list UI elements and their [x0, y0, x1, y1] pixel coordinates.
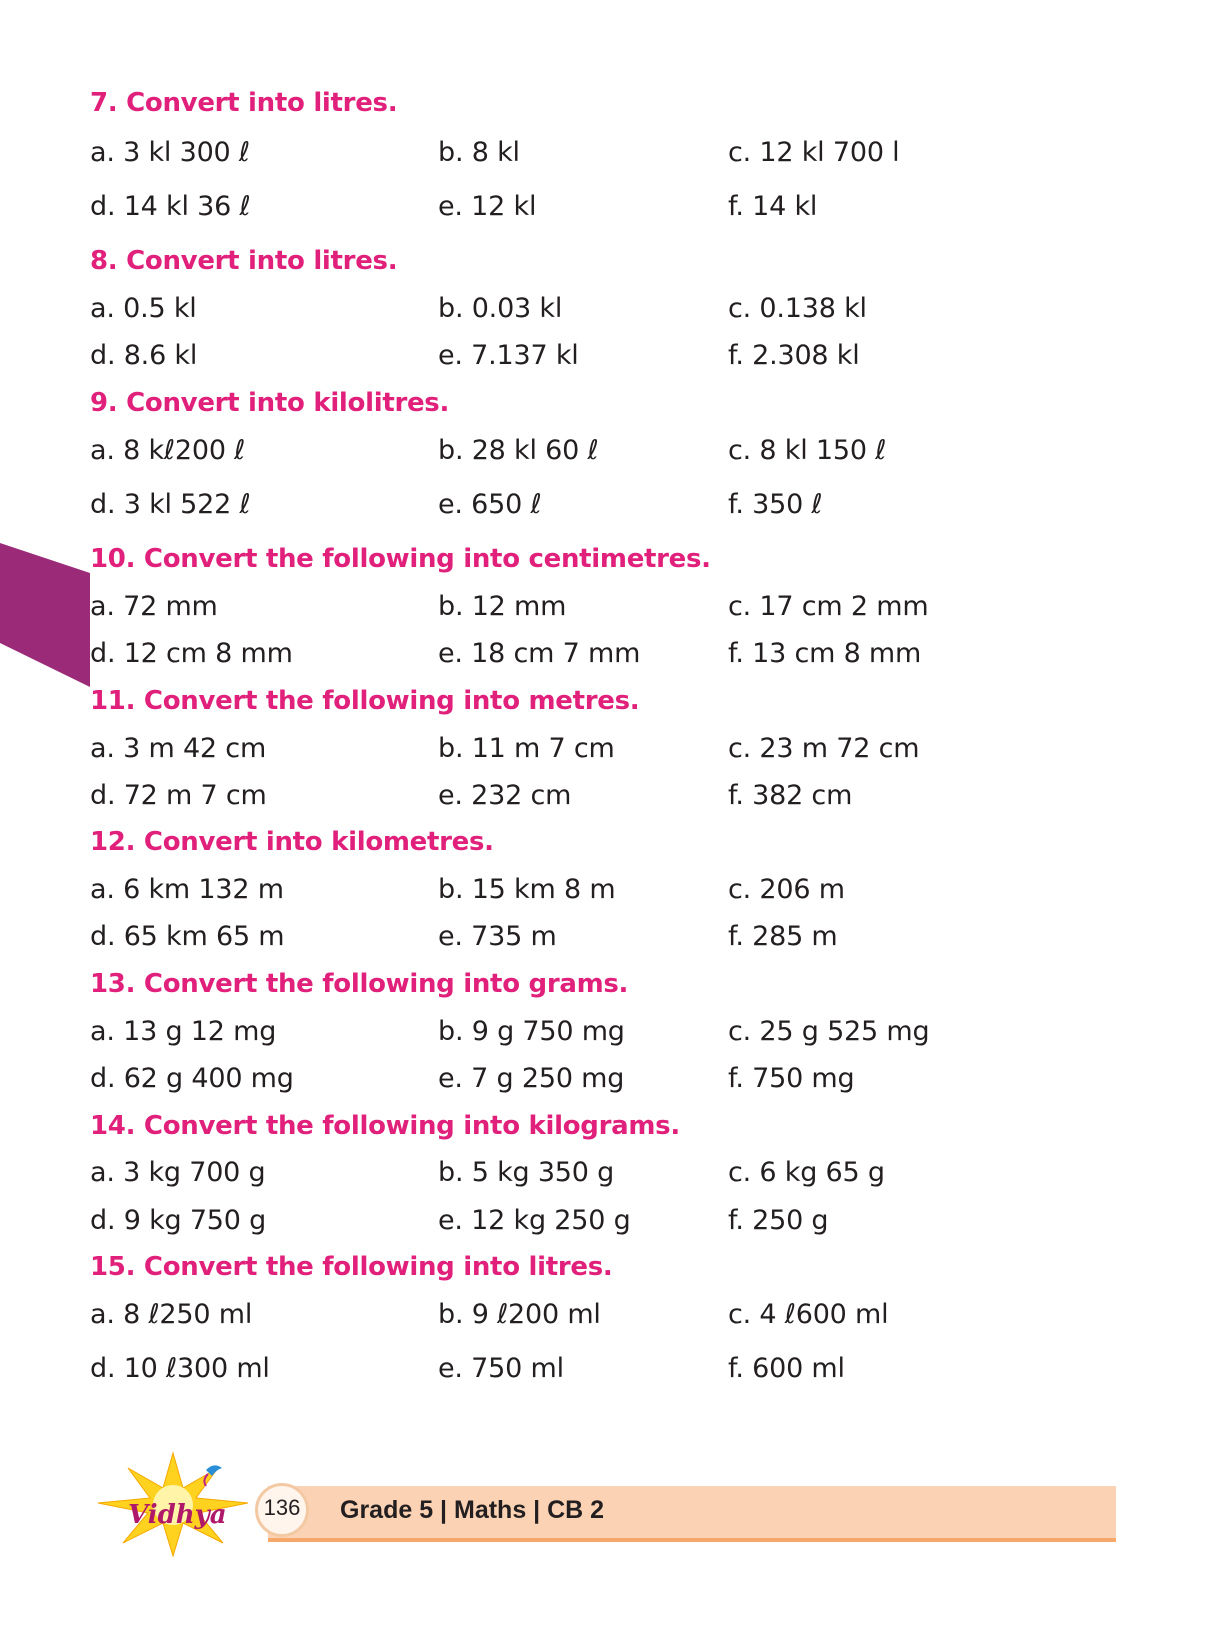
question-13-title: 13. Convert the following into grams.	[90, 969, 629, 999]
question-8-row-1	[0, 293, 1223, 329]
question-8-item-c: c. 0.138 kl	[728, 293, 867, 324]
question-13-item-e: e. 7 g 250 mg	[438, 1063, 625, 1094]
question-15-item-f: f. 600 ml	[728, 1353, 845, 1384]
question-9-item-e: e. 650 ℓ	[438, 489, 542, 520]
question-9-row-2	[0, 489, 1223, 525]
question-7-item-b: b. 8 kl	[438, 137, 520, 168]
question-10-item-d: d. 12 cm 8 mm	[90, 638, 293, 669]
question-10-item-a: a. 72 mm	[90, 591, 218, 622]
question-12-item-b: b. 15 km 8 m	[438, 874, 616, 905]
question-15-row-1	[0, 1299, 1223, 1335]
question-8-item-a: a. 0.5 kl	[90, 293, 197, 324]
question-13-item-b: b. 9 g 750 mg	[438, 1016, 625, 1047]
question-13-row-2	[0, 1063, 1223, 1099]
question-12-item-a: a. 6 km 132 m	[90, 874, 284, 905]
question-9-item-f: f. 350 ℓ	[728, 489, 823, 520]
book-label: Grade 5 | Maths | CB 2	[340, 1496, 605, 1524]
question-12-row-1	[0, 874, 1223, 910]
question-15-row-2	[0, 1353, 1223, 1389]
question-9-item-b: b. 28 kl 60 ℓ	[438, 435, 599, 466]
question-9-title: 9. Convert into kilolitres.	[90, 388, 450, 418]
question-9-item-a: a. 8 kℓ200 ℓ	[90, 435, 246, 466]
question-13-item-c: c. 25 g 525 mg	[728, 1016, 930, 1047]
question-7-item-f: f. 14 kl	[728, 191, 818, 222]
question-11-item-c: c. 23 m 72 cm	[728, 733, 920, 764]
question-15-item-b: b. 9 ℓ200 ml	[438, 1299, 601, 1330]
question-12-row-2	[0, 921, 1223, 957]
question-14-item-b: b. 5 kg 350 g	[438, 1157, 615, 1188]
question-14-item-a: a. 3 kg 700 g	[90, 1157, 266, 1188]
question-14-item-e: e. 12 kg 250 g	[438, 1205, 631, 1236]
question-12-title: 12. Convert into kilometres.	[90, 827, 494, 857]
question-12-item-c: c. 206 m	[728, 874, 845, 905]
question-9-item-c: c. 8 kl 150 ℓ	[728, 435, 887, 466]
question-8-item-e: e. 7.137 kl	[438, 340, 579, 371]
question-11-item-e: e. 232 cm	[438, 780, 572, 811]
question-10-title: 10. Convert the following into centimetres.	[90, 544, 711, 574]
question-10-item-f: f. 13 cm 8 mm	[728, 638, 922, 669]
question-14-row-1	[0, 1157, 1223, 1193]
question-11-item-f: f. 382 cm	[728, 780, 853, 811]
question-15-item-e: e. 750 ml	[438, 1353, 564, 1384]
question-10-item-c: c. 17 cm 2 mm	[728, 591, 929, 622]
question-15-item-d: d. 10 ℓ300 ml	[90, 1353, 270, 1384]
question-11-row-1	[0, 733, 1223, 769]
question-7-item-c: c. 12 kl 700 l	[728, 137, 900, 168]
question-11-item-d: d. 72 m 7 cm	[90, 780, 267, 811]
question-7-row-2	[0, 191, 1223, 227]
question-8-item-b: b. 0.03 kl	[438, 293, 563, 324]
question-8-row-2	[0, 340, 1223, 376]
question-9-row-1	[0, 435, 1223, 471]
question-7-item-d: d. 14 kl 36 ℓ	[90, 191, 251, 222]
question-9-item-d: d. 3 kl 522 ℓ	[90, 489, 251, 520]
question-11-title: 11. Convert the following into metres.	[90, 686, 640, 716]
question-12-item-f: f. 285 m	[728, 921, 838, 952]
question-7-row-1	[0, 137, 1223, 173]
question-7-item-a: a. 3 kl 300 ℓ	[90, 137, 250, 168]
question-11-item-a: a. 3 m 42 cm	[90, 733, 267, 764]
question-14-item-d: d. 9 kg 750 g	[90, 1205, 267, 1236]
question-11-item-b: b. 11 m 7 cm	[438, 733, 615, 764]
question-15-title: 15. Convert the following into litres.	[90, 1252, 613, 1282]
question-14-item-f: f. 250 g	[728, 1205, 829, 1236]
question-10-item-e: e. 18 cm 7 mm	[438, 638, 641, 669]
question-12-item-e: e. 735 m	[438, 921, 557, 952]
question-13-item-f: f. 750 mg	[728, 1063, 855, 1094]
question-10-item-b: b. 12 mm	[438, 591, 567, 622]
question-8-item-f: f. 2.308 kl	[728, 340, 860, 371]
page-number: 136	[263, 1495, 301, 1520]
question-15-item-c: c. 4 ℓ600 ml	[728, 1299, 889, 1330]
question-15-item-a: a. 8 ℓ250 ml	[90, 1299, 253, 1330]
logo-text: Vidhya	[128, 1500, 227, 1530]
question-14-title: 14. Convert the following into kilograms.	[90, 1111, 680, 1141]
question-13-item-a: a. 13 g 12 mg	[90, 1016, 277, 1047]
question-8-item-d: d. 8.6 kl	[90, 340, 198, 371]
question-7-item-e: e. 12 kl	[438, 191, 537, 222]
question-10-row-1	[0, 591, 1223, 627]
question-13-row-1	[0, 1016, 1223, 1052]
question-12-item-d: d. 65 km 65 m	[90, 921, 285, 952]
question-10-row-2	[0, 638, 1223, 674]
question-8-title: 8. Convert into litres.	[90, 246, 398, 276]
question-11-row-2	[0, 780, 1223, 816]
question-14-item-c: c. 6 kg 65 g	[728, 1157, 885, 1188]
question-7-title: 7. Convert into litres.	[90, 88, 398, 118]
question-14-row-2	[0, 1205, 1223, 1241]
question-13-item-d: d. 62 g 400 mg	[90, 1063, 294, 1094]
vidhya-logo	[88, 1448, 258, 1558]
